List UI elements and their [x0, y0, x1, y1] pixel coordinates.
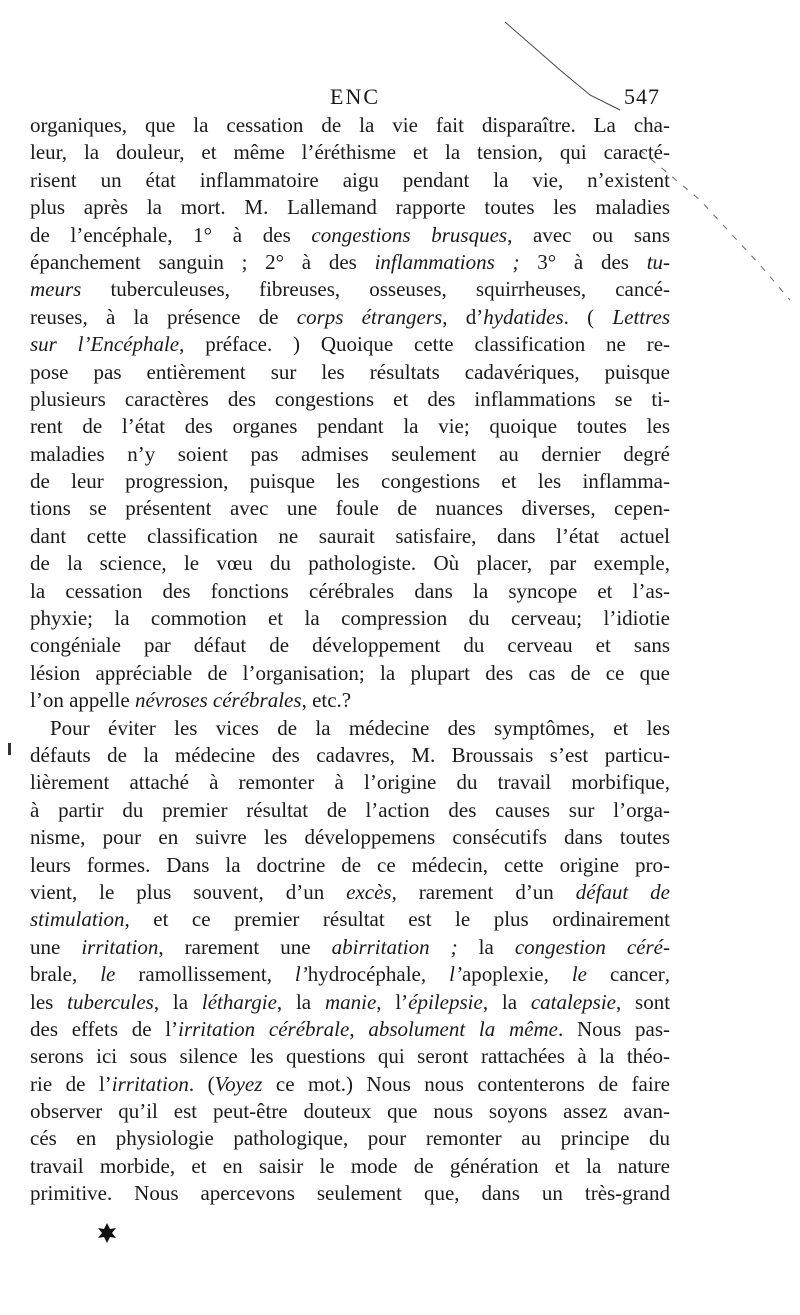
- text-segment: ramollissement: [138, 962, 267, 987]
- text-line: [30, 1016, 670, 1043]
- text-segment: , rarement une: [158, 934, 332, 959]
- text-line: [30, 413, 670, 440]
- italic-text: tu-: [646, 249, 671, 274]
- text-segment: , la: [276, 989, 325, 1014]
- italic-text: catalepsie: [530, 989, 616, 1014]
- italic-text: meurs: [30, 277, 82, 302]
- text-segment: de la science, le vœu du pathologiste. Où placer, par exemple,: [30, 551, 670, 576]
- text-segment: dant cette classification ne saurait satisfaire, dans l’état actuel: [30, 523, 670, 548]
- text-line: [30, 331, 670, 358]
- text-segment: tions se présentent avec une foule de nuances diverses, cepen-: [30, 496, 670, 521]
- text-segment: , l’: [376, 989, 409, 1014]
- text-segment: phyxie; la commotion et la compression du cerveau; l’idiotie: [30, 606, 670, 631]
- text-line: [30, 961, 670, 988]
- italic-text: inflammations ;: [374, 249, 520, 274]
- text-line: [30, 249, 670, 276]
- text-segment: leur, la douleur, et même l’éréthisme et la tension, qui caracté-: [30, 140, 670, 165]
- text-segment: ,: [349, 1016, 369, 1041]
- text-line: [30, 1071, 670, 1098]
- italic-text: abirritation ;: [331, 934, 458, 959]
- text-segment: , préface. ) Quoique cette classification ne re-: [179, 332, 671, 357]
- text-segment: . (: [188, 1071, 215, 1096]
- text-segment: plus après la mort. M. Lallemand rapporte toutes les maladies: [30, 195, 670, 220]
- italic-text: épilepsie: [408, 989, 483, 1014]
- text-segment: nisme, pour en suivre les développemens consécutifs dans toutes: [30, 825, 670, 850]
- text-line: [30, 824, 670, 851]
- italic-text: névroses cérébrales: [134, 688, 302, 713]
- running-head: ENC: [330, 84, 380, 109]
- italic-text: irritation: [81, 934, 159, 959]
- text-line: [30, 1125, 670, 1152]
- italic-text: hydatides: [483, 304, 564, 329]
- italic-text: congestions brusques: [311, 222, 508, 247]
- ink-blot: [97, 1222, 117, 1244]
- text-segment: . (: [563, 304, 613, 329]
- text-segment: l’on appelle: [30, 688, 135, 713]
- text-line: [30, 495, 670, 522]
- text-line: [30, 769, 670, 796]
- text-segment: ce mot.) Nous nous contenterons de faire: [262, 1071, 671, 1096]
- italic-text: congestion céré-: [514, 934, 670, 959]
- text-line: [30, 1180, 670, 1207]
- text-segment: , sont: [615, 989, 671, 1014]
- margin-mark: [8, 743, 11, 755]
- text-segment: de leur progression, puisque les congestions et les inflamma-: [30, 469, 670, 494]
- italic-text: ,: [664, 962, 671, 987]
- text-line: [30, 1098, 670, 1125]
- italic-text: , l’: [420, 962, 462, 987]
- text-segment: travail morbide, et en saisir le mode de génération et la nature: [30, 1153, 670, 1178]
- text-segment: cancer: [610, 962, 665, 987]
- text-segment: observer qu’il est peut-être douteux que nous soyons assez avan-: [30, 1099, 670, 1124]
- text-line: [30, 550, 670, 577]
- text-line: [30, 906, 670, 933]
- text-segment: reuses, à la présence de: [30, 304, 297, 329]
- text-line: [30, 879, 670, 906]
- text-line: [30, 989, 670, 1016]
- text-segment: organiques, que la cessation de la vie fait disparaître. La cha-: [30, 113, 670, 137]
- page-number: 547: [624, 84, 660, 109]
- text-line: [30, 139, 670, 166]
- text-segment: Pour éviter les vices de la médecine des symptômes, et les: [50, 715, 670, 740]
- text-segment: pose pas entièrement sur les résultats cadavériques, puisque: [30, 359, 670, 384]
- text-segment: défauts de la médecine des cadavres, M. Broussais s’est particu-: [30, 742, 670, 767]
- text-line: [30, 742, 670, 769]
- text-line: [30, 359, 670, 386]
- italic-text: , le: [543, 962, 610, 987]
- italic-text: absolument la même: [368, 1016, 558, 1041]
- text-segment: , la: [482, 989, 531, 1014]
- text-segment: risent un état inflammatoire aigu pendant la vie, n’existent: [30, 167, 670, 192]
- text-line: [30, 112, 670, 139]
- italic-text: Lettres: [612, 304, 670, 329]
- text-segment: leurs formes. Dans la doctrine de ce médecin, cette origine pro-: [30, 852, 670, 877]
- italic-text: , l’: [266, 962, 308, 987]
- text-segment: serons ici sous silence les questions qui seront rattachées à la théo-: [30, 1044, 670, 1069]
- text-segment: , rarement d’un: [391, 879, 576, 904]
- text-line: [30, 715, 670, 742]
- italic-text: léthargie: [201, 989, 277, 1014]
- text-segment: , la: [153, 989, 202, 1014]
- text-line: [30, 194, 670, 221]
- italic-text: Voyez: [214, 1071, 263, 1096]
- italic-text: stimulation: [30, 907, 125, 932]
- text-line: [30, 852, 670, 879]
- italic-text: sur l’Encéphale: [30, 332, 180, 357]
- text-segment: rent de l’état des organes pendant la vie; quoique toutes les: [30, 414, 670, 439]
- text-segment: les: [30, 989, 68, 1014]
- text-segment: à partir du premier résultat de l’action des causes sur l’orga-: [30, 797, 670, 822]
- italic-text: excès: [346, 879, 392, 904]
- text-line: [30, 934, 670, 961]
- text-segment: maladies n’y soient pas admises seulement au dernier degré: [30, 441, 670, 466]
- text-segment: apoplexie: [461, 962, 544, 987]
- italic-text: défaut de: [575, 879, 670, 904]
- text-line: [30, 523, 670, 550]
- text-segment: rie de l’: [30, 1071, 112, 1096]
- text-segment: des effets de l’: [30, 1016, 179, 1041]
- text-segment: hydrocéphale: [307, 962, 421, 987]
- text-segment: tuberculeuses, fibreuses, osseuses, squirrheuses, cancé-: [81, 277, 670, 302]
- text-segment: . Nous pas-: [557, 1016, 671, 1041]
- text-segment: vient, le plus souvent, d’un: [30, 879, 347, 904]
- text-segment: congéniale par défaut de développement du cerveau et sans: [30, 633, 670, 658]
- text-line: [30, 632, 670, 659]
- text-segment: cés en physiologie pathologique, pour remonter au principe du: [30, 1126, 670, 1151]
- text-segment: , d’: [442, 304, 484, 329]
- text-segment: lièrement attaché à remonter à l’origine du travail morbifique,: [30, 770, 670, 795]
- text-segment: 3° à des: [519, 249, 647, 274]
- text-line: [30, 167, 670, 194]
- text-segment: lésion appréciable de l’organisation; la plupart des cas de ce que: [30, 660, 670, 685]
- text-line: [30, 386, 670, 413]
- body-text: [30, 112, 670, 1208]
- text-line: [30, 660, 670, 687]
- text-segment: , et ce premier résultat est le plus ordinairement: [124, 907, 670, 932]
- text-line: [30, 304, 670, 331]
- text-segment: , avec ou sans: [507, 222, 670, 247]
- text-line: [30, 687, 670, 714]
- text-segment: la cessation des fonctions cérébrales dans la syncope et l’as-: [30, 578, 670, 603]
- text-line: [30, 468, 670, 495]
- text-line: [30, 441, 670, 468]
- text-segment: épanchement sanguin ; 2° à des: [30, 249, 375, 274]
- text-segment: primitive. Nous apercevons seulement que, dans un très-grand: [30, 1181, 670, 1206]
- text-line: [30, 578, 670, 605]
- italic-text: corps étrangers: [296, 304, 443, 329]
- text-line: [30, 1043, 670, 1070]
- text-line: [30, 276, 670, 303]
- text-line: [30, 797, 670, 824]
- text-segment: , etc.?: [301, 688, 352, 713]
- italic-text: , le: [71, 962, 139, 987]
- text-segment: plusieurs caractères des congestions et des inflammations se ti-: [30, 386, 670, 411]
- italic-text: tubercules: [67, 989, 154, 1014]
- italic-text: irritation cérébrale: [178, 1016, 350, 1041]
- text-segment: une: [30, 934, 82, 959]
- italic-text: manie: [324, 989, 377, 1014]
- text-segment: brale: [30, 962, 72, 987]
- text-line: [30, 1153, 670, 1180]
- text-line: [30, 222, 670, 249]
- text-segment: la: [457, 934, 515, 959]
- text-line: [30, 605, 670, 632]
- text-segment: de l’encéphale, 1° à des: [30, 222, 312, 247]
- italic-text: irritation: [111, 1071, 189, 1096]
